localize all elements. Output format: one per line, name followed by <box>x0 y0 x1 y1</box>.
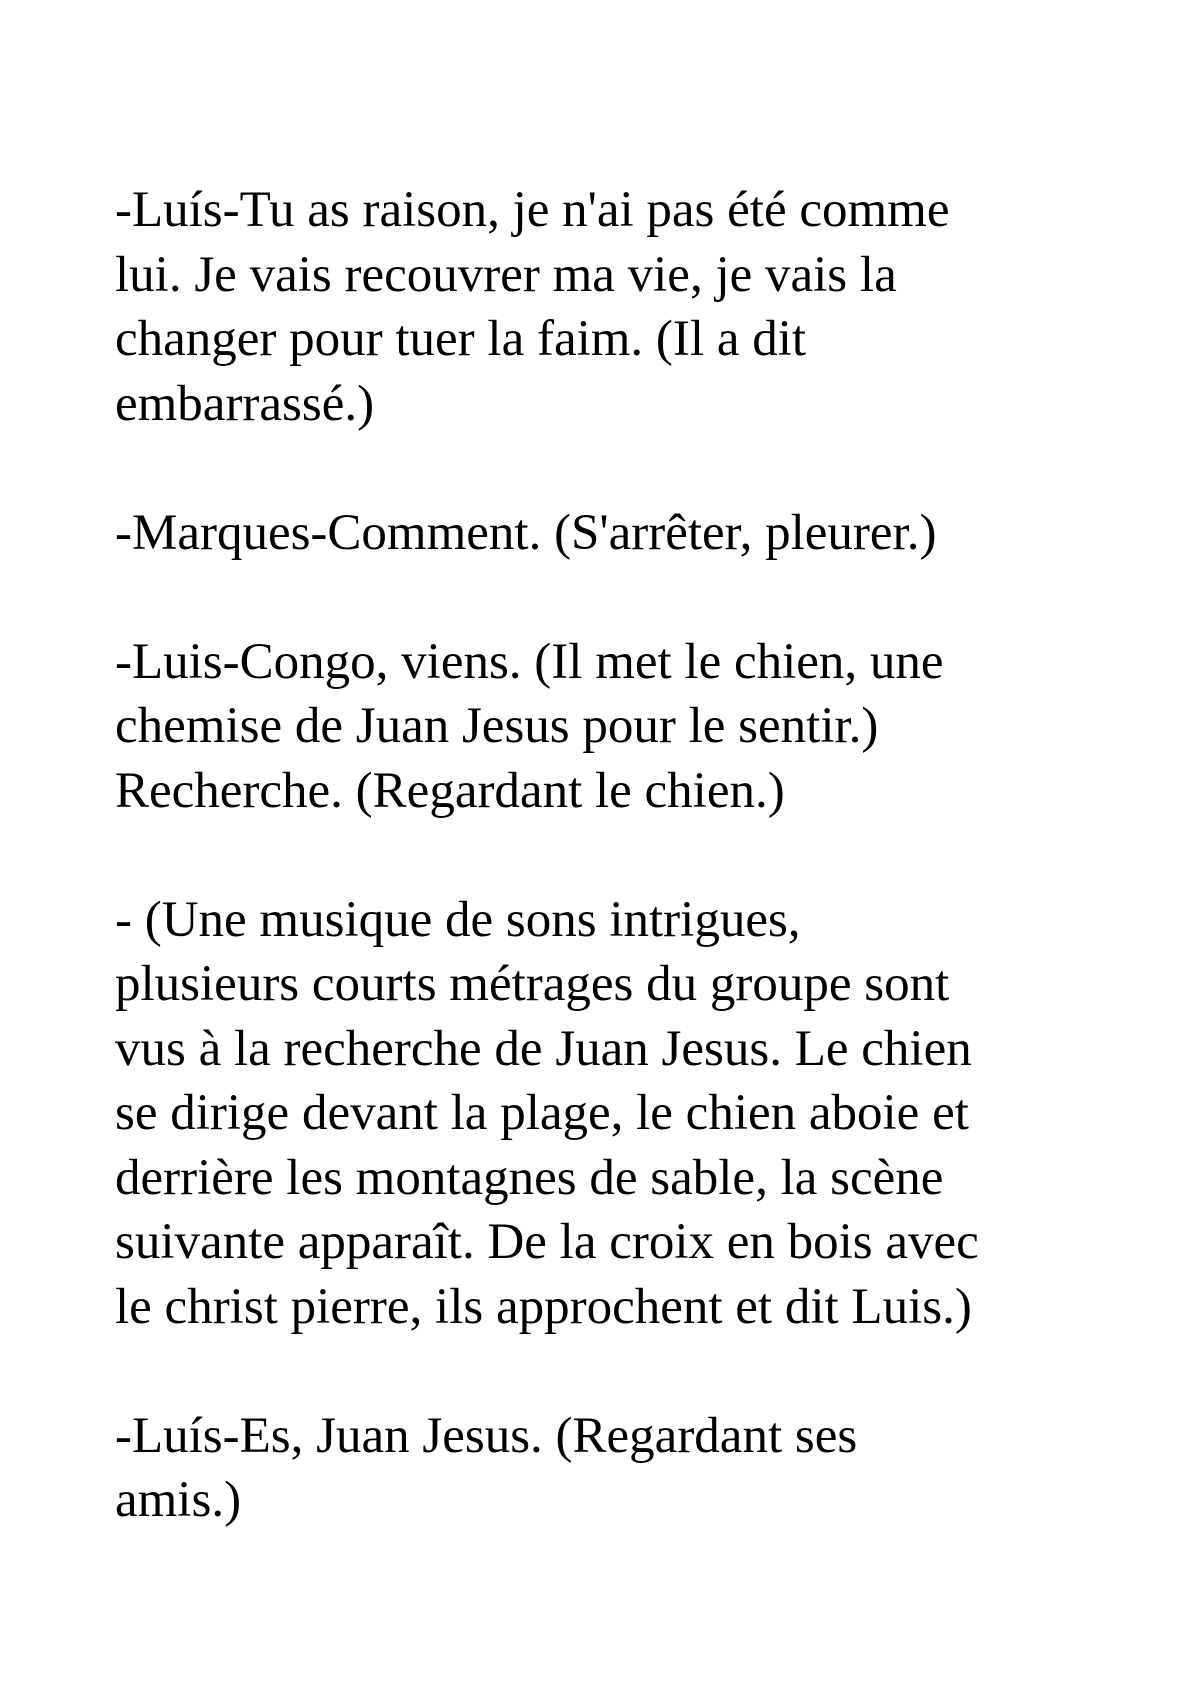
dialogue-luis-1: -Luís-Tu as raison, je n'ai pas été comme lui. Je vais recouvrer ma vie, je vais la changer pour tuer la faim. (Il a dit embarrassé.) <box>115 182 950 432</box>
dialogue-luis-2: -Luis-Congo, viens. (Il met le chien, une chemise de Juan Jesus pour le sentir.) Recherche. (Regardant le chien.) <box>115 633 944 819</box>
dialogue-marques: -Marques-Comment. (S'arrêter, pleurer.) <box>115 504 937 561</box>
stage-direction: - (Une musique de sons intrigues, plusieurs courts métrages du groupe sont vus à la recherche de Juan Jesus. Le chien se dirige devant la plage, le chien aboie et derrière les montagnes de sable, la scène suivante apparaît. De la croix en bois avec le christ pierre, ils approchent et dit Luis.) <box>115 891 979 1335</box>
dialogue-luis-3: -Luís-Es, Juan Jesus. (Regardant ses amis.) <box>115 1407 858 1528</box>
script-text <box>115 178 1115 1533</box>
